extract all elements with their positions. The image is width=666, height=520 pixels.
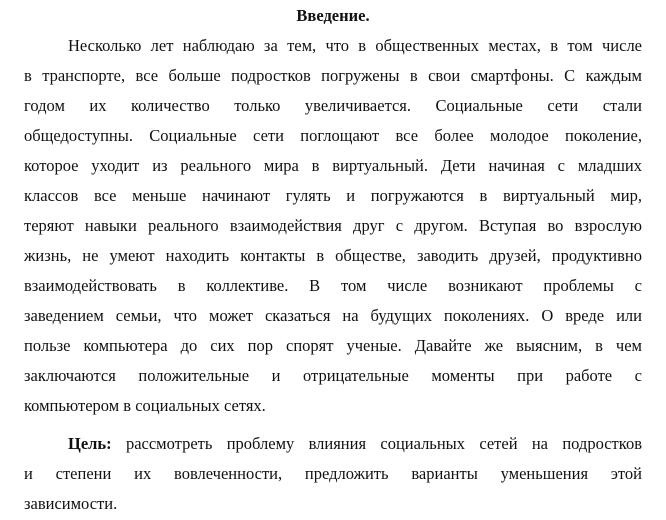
paragraph-line: общедоступны. Социальные сети поглощают все более молодое поколение, [24, 126, 642, 145]
goal-line: и степени их вовлеченности, предложить варианты уменьшения этой [24, 464, 642, 483]
paragraph-line: классов все меньше начинают гулять и погружаются в виртуальный мир, [24, 186, 642, 205]
section-heading: Введение. [296, 6, 370, 25]
paragraph-line: жизнь, не умеют находить контакты в обществе, заводить друзей, продуктивно [24, 246, 642, 265]
goal-line: зависимости. [24, 494, 118, 513]
paragraph-line: пользе компьютера до сих пор спорят ученые. Давайте же выясним, в чем [24, 336, 642, 355]
goal-line [68, 432, 642, 456]
paragraph-line: заведением семьи, что может сказаться на будущих поколениях. О вреде или [24, 306, 642, 325]
paragraph-line: теряют навыки реального взаимодействия друг с другом. Вступая во взрослую [24, 216, 642, 235]
paragraph-line: которое уходит из реального мира в виртуальный. Дети начиная с младших [24, 156, 642, 175]
paragraph-line: заключаются положительные и отрицательные моменты при работе с [24, 366, 642, 385]
paragraph-line: компьютером в социальных сетях. [24, 396, 266, 415]
paragraph-line: Несколько лет наблюдаю за тем, что в общественных местах, в том числе [68, 36, 642, 55]
paragraph-line: годом их количество только увеличивается. Социальные сети стали [24, 96, 642, 115]
paragraph-line: в транспорте, все больше подростков погружены в свои смартфоны. С каждым [24, 66, 642, 85]
goal-text: рассмотреть проблему влияния социальных сетей на подростков [111, 434, 642, 453]
paragraph-line: взаимодействовать в коллективе. В том числе возникают проблемы с [24, 276, 642, 295]
goal-label: Цель: [68, 434, 112, 453]
